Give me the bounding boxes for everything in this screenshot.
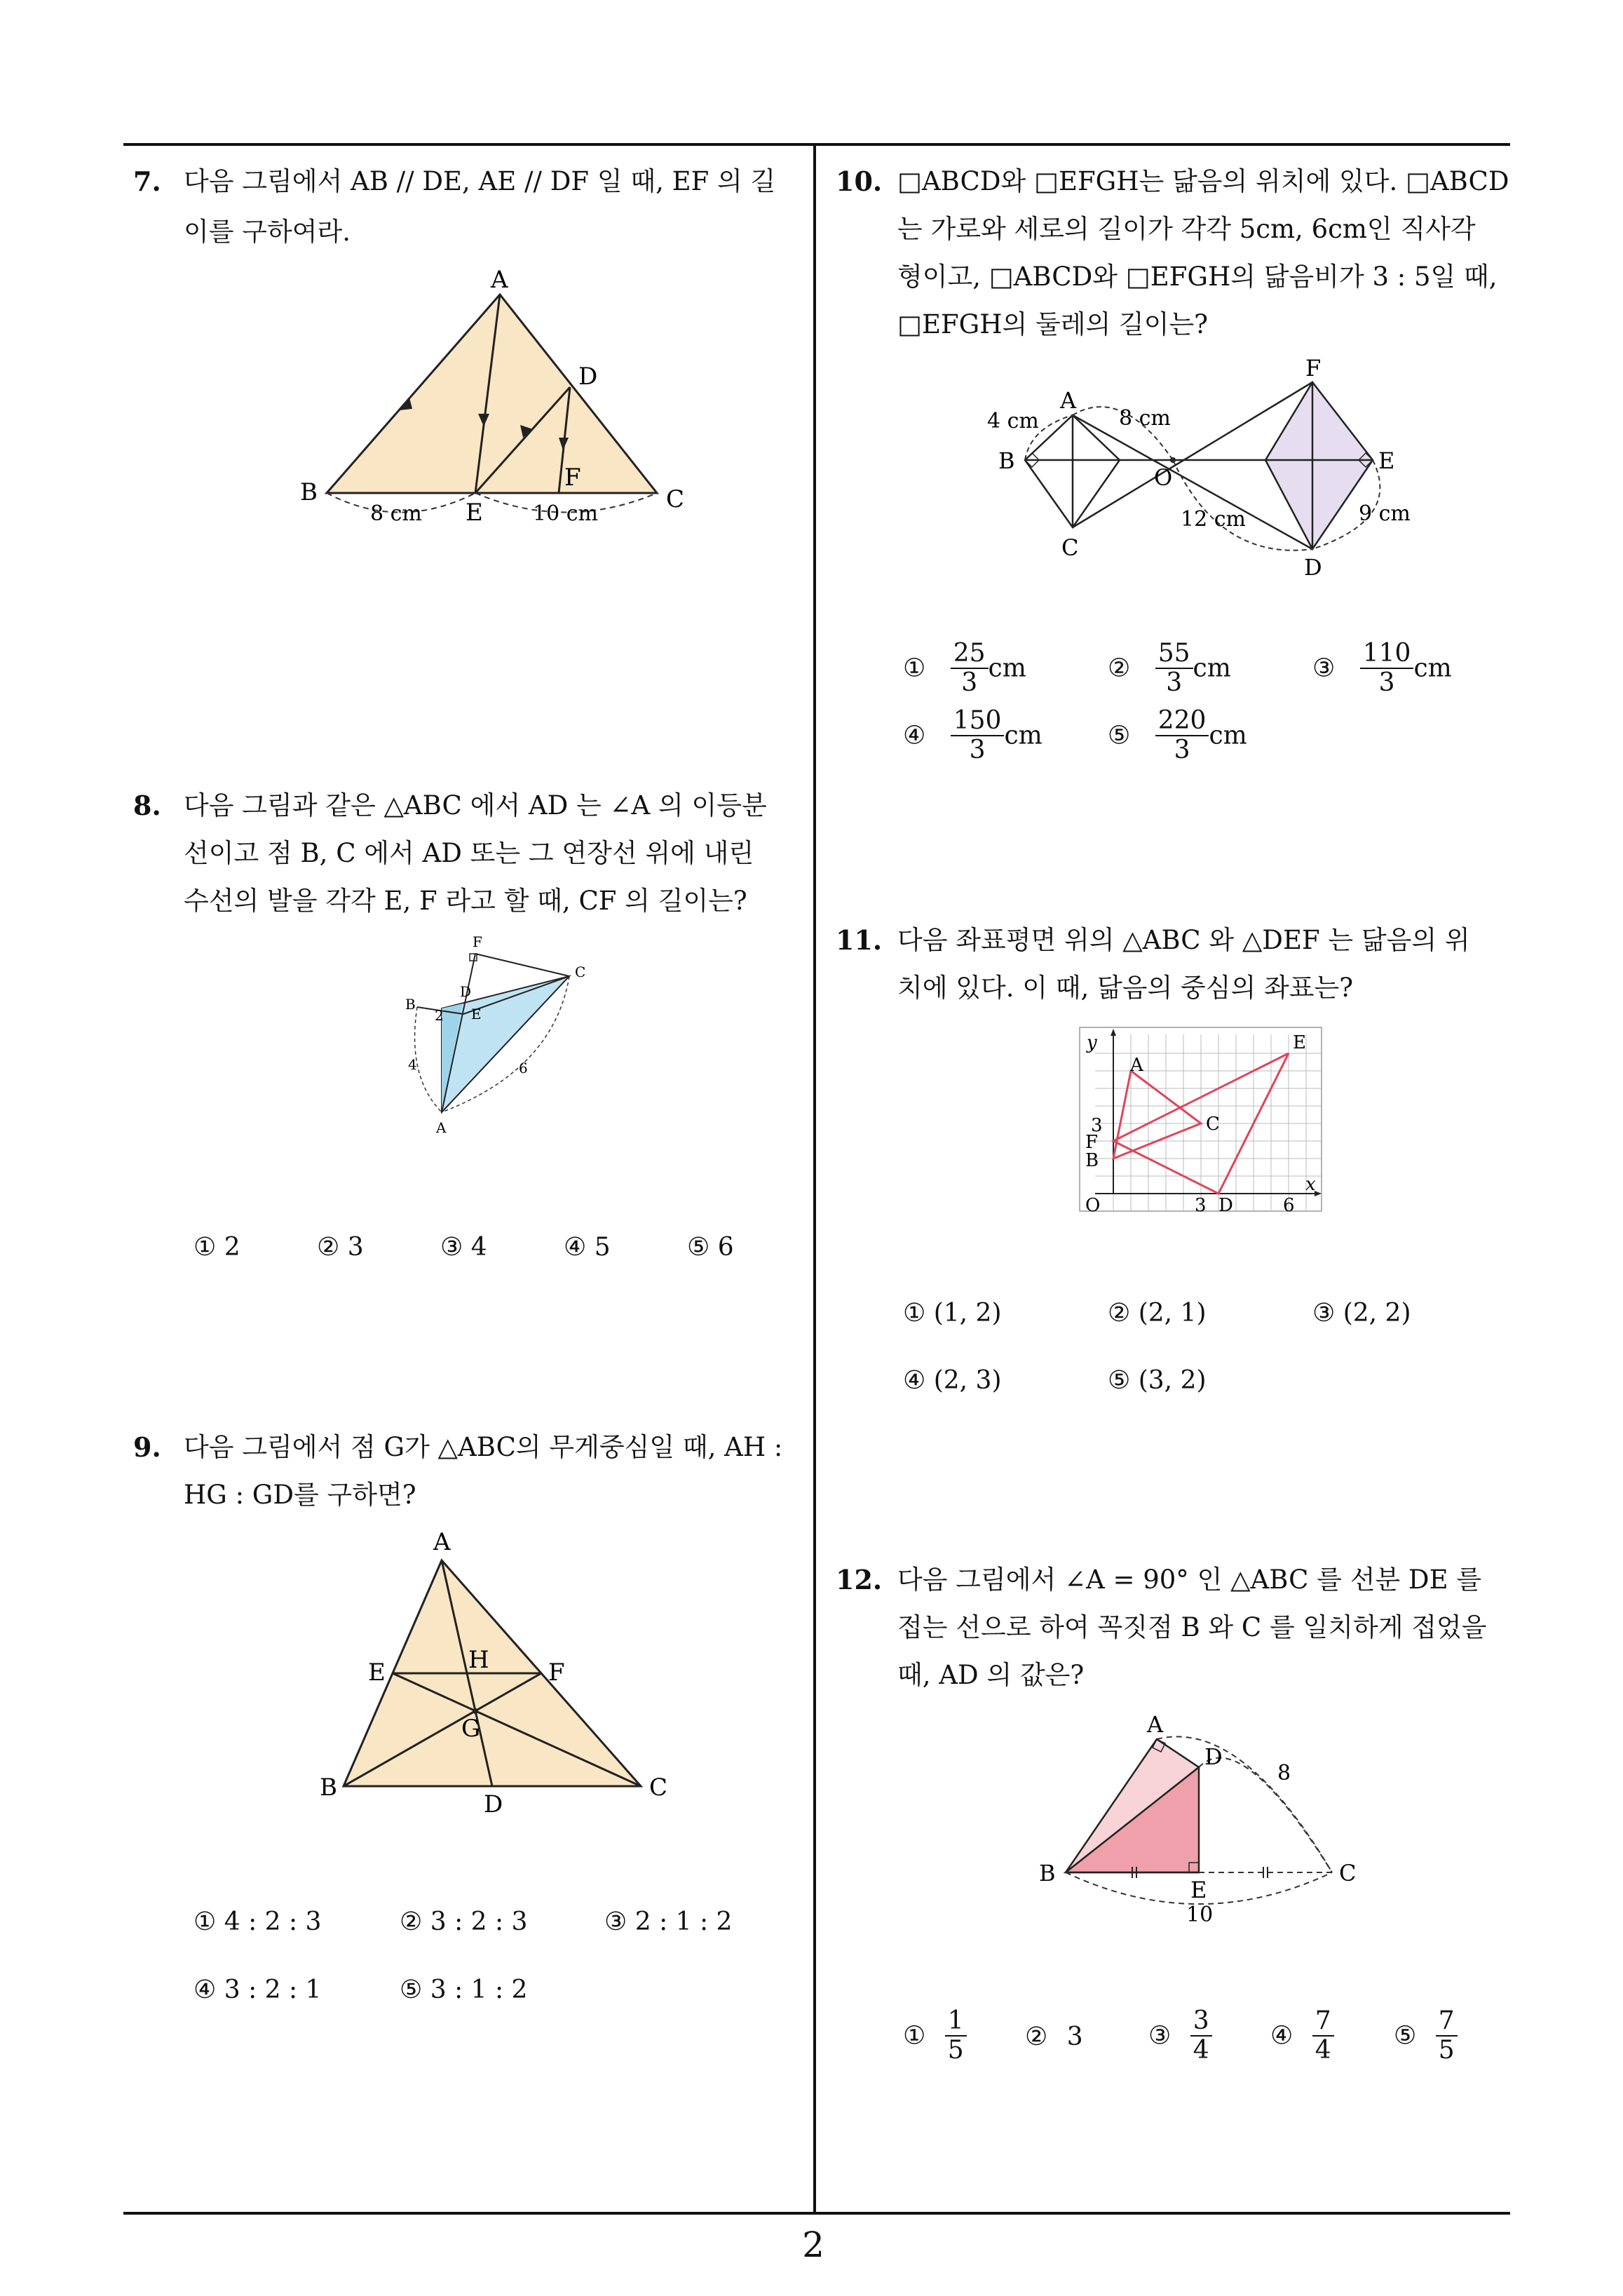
label-F: F bbox=[1085, 1132, 1099, 1153]
label-E: E bbox=[1378, 447, 1395, 474]
label-E: E bbox=[368, 1659, 386, 1687]
figure-q9-triangle bbox=[315, 1529, 694, 1823]
denominator: 5 bbox=[947, 2036, 964, 2065]
choice-5[interactable]: ⑤ 3 : 1 : 2 bbox=[400, 1976, 528, 2004]
choice-mark: ⑤ bbox=[1394, 2021, 1417, 2051]
choice-mark: ① bbox=[903, 654, 926, 683]
choice-2[interactable] bbox=[1025, 2022, 1083, 2051]
label-D: D bbox=[1218, 1195, 1233, 1216]
denominator: 3 bbox=[969, 736, 986, 764]
question-text-line-2: 선이고 점 B, C 에서 AD 또는 그 연장선 위에 내린 bbox=[184, 838, 754, 868]
choice-1[interactable] bbox=[903, 2007, 967, 2065]
choice-mark: ④ bbox=[1270, 2021, 1293, 2051]
question-text-line-1: 다음 좌표평면 위의 △ABC 와 △DEF 는 닮음의 위 bbox=[897, 925, 1470, 955]
choice-mark: ② bbox=[1108, 654, 1131, 683]
choice-4[interactable]: ④ 5 bbox=[564, 1233, 611, 1262]
choice-mark: ① bbox=[903, 2021, 926, 2051]
fraction bbox=[945, 2007, 967, 2065]
choice-1[interactable]: ① 2 bbox=[193, 1233, 240, 1262]
choice-mark: ② bbox=[1025, 2022, 1048, 2051]
length-BE: 2 bbox=[435, 1007, 444, 1024]
label-B: B bbox=[1085, 1150, 1099, 1171]
label-B: B bbox=[405, 996, 416, 1013]
axis-y-label: y bbox=[1087, 1032, 1097, 1053]
axis-x-label: x bbox=[1305, 1174, 1316, 1195]
denominator: 3 bbox=[1378, 668, 1395, 697]
numerator: 7 bbox=[1312, 2007, 1334, 2037]
question-number: 10. bbox=[836, 166, 883, 197]
label-C: C bbox=[1206, 1114, 1220, 1135]
choice-4[interactable]: ④ (2, 3) bbox=[903, 1366, 1002, 1395]
figure-q7-triangle bbox=[294, 266, 701, 547]
question-text-line-2: 치에 있다. 이 때, 닮음의 중심의 좌표는? bbox=[897, 973, 1354, 1003]
fraction bbox=[951, 707, 1005, 764]
label-D: D bbox=[484, 1790, 503, 1818]
numerator: 25 bbox=[951, 640, 989, 669]
label-E: E bbox=[471, 1006, 482, 1022]
question-number: 11. bbox=[836, 924, 883, 956]
figure-q12-folded-triangle bbox=[1031, 1704, 1381, 1929]
length-BE: 8 cm bbox=[370, 501, 422, 526]
fraction bbox=[1436, 2007, 1458, 2065]
fraction bbox=[1360, 640, 1414, 697]
length-EC: 10 cm bbox=[533, 501, 598, 526]
choice-mark: ③ bbox=[1312, 654, 1336, 683]
denominator: 3 bbox=[1166, 668, 1183, 697]
label-E: E bbox=[466, 499, 483, 527]
label-A: A bbox=[433, 1528, 451, 1556]
label-F: F bbox=[473, 933, 482, 950]
choice-1[interactable]: ① 4 : 2 : 3 bbox=[193, 1907, 322, 1936]
label-C: C bbox=[649, 1774, 668, 1802]
choice-4[interactable] bbox=[1270, 2007, 1334, 2065]
choice-3[interactable]: ③ 4 bbox=[440, 1233, 487, 1262]
denominator: 4 bbox=[1193, 2036, 1209, 2065]
fraction bbox=[1190, 2007, 1212, 2065]
label-B: B bbox=[998, 447, 1015, 474]
choice-value: 3 bbox=[1066, 2022, 1083, 2051]
figure-q10-rectangles bbox=[982, 355, 1437, 582]
unit: cm bbox=[1209, 721, 1247, 750]
label-E: E bbox=[1293, 1032, 1306, 1053]
top-rule bbox=[123, 143, 1510, 146]
unit: cm bbox=[988, 654, 1026, 683]
unit: cm bbox=[1413, 654, 1452, 683]
fraction bbox=[1155, 707, 1209, 764]
question-number: 8. bbox=[133, 790, 161, 821]
question-text-line-1: □ABCD와 □EFGH는 닮음의 위치에 있다. □ABCD bbox=[897, 166, 1509, 196]
question-text-line-3: 수선의 발을 각각 E, F 라고 할 때, CF 의 길이는? bbox=[184, 886, 747, 916]
fraction bbox=[951, 640, 989, 697]
numerator: 55 bbox=[1155, 640, 1193, 669]
length-4cm: 4 cm bbox=[987, 409, 1039, 433]
choice-4[interactable] bbox=[903, 707, 1043, 764]
label-F: F bbox=[1305, 355, 1322, 381]
label-F: F bbox=[548, 1659, 565, 1687]
label-O: O bbox=[1085, 1195, 1101, 1216]
question-text-line-4: □EFGH의 둘레의 길이는? bbox=[897, 309, 1209, 339]
tick-x-6: 6 bbox=[1283, 1195, 1295, 1216]
question-text-line-1: 다음 그림에서 AB // DE, AE // DF 일 때, EF 의 길 bbox=[184, 166, 776, 196]
tick-y-3: 3 bbox=[1091, 1115, 1103, 1136]
length-9cm: 9 cm bbox=[1359, 501, 1411, 526]
choice-1[interactable]: ① (1, 2) bbox=[903, 1299, 1002, 1328]
label-D: D bbox=[1304, 554, 1322, 581]
numerator: 150 bbox=[951, 707, 1005, 736]
label-F: F bbox=[564, 464, 581, 492]
length-12cm: 12 cm bbox=[1181, 507, 1246, 532]
label-B: B bbox=[300, 478, 318, 506]
choice-mark: ④ bbox=[903, 721, 926, 750]
fraction bbox=[1312, 2007, 1334, 2065]
label-E: E bbox=[1190, 1877, 1207, 1903]
numerator: 220 bbox=[1155, 707, 1209, 736]
length-8cm: 8 cm bbox=[1119, 406, 1171, 431]
label-C: C bbox=[575, 964, 586, 980]
choice-3[interactable]: ③ 2 : 1 : 2 bbox=[604, 1907, 733, 1936]
label-C: C bbox=[1339, 1860, 1357, 1886]
denominator: 3 bbox=[961, 668, 978, 697]
choice-3[interactable] bbox=[1148, 2007, 1212, 2065]
question-text-line-1: 다음 그림에서 ∠A = 90° 인 △ABC 를 선분 DE 를 bbox=[897, 1565, 1482, 1595]
numerator: 7 bbox=[1436, 2007, 1458, 2037]
question-text-line-3: 때, AD 의 값은? bbox=[897, 1660, 1085, 1690]
question-text-line-2: 이를 구하여라. bbox=[184, 217, 351, 247]
question-number: 7. bbox=[133, 166, 161, 197]
choice-5[interactable]: ⑤ (3, 2) bbox=[1108, 1366, 1207, 1395]
length-AC: 6 bbox=[519, 1060, 528, 1076]
denominator: 5 bbox=[1438, 2036, 1455, 2065]
label-A: A bbox=[491, 266, 508, 294]
label-D: D bbox=[578, 363, 598, 391]
bottom-rule bbox=[123, 2212, 1510, 2215]
label-D: D bbox=[460, 983, 472, 1000]
question-text-line-2: 접는 선으로 하여 꼭짓점 B 와 C 를 일치하게 접었을 bbox=[897, 1612, 1487, 1642]
label-B: B bbox=[320, 1774, 337, 1802]
question-text-line-1: 다음 그림에서 점 G가 △ABC의 무게중심일 때, AH : bbox=[184, 1432, 783, 1462]
choice-2[interactable] bbox=[1108, 640, 1231, 697]
choice-1[interactable] bbox=[903, 640, 1026, 697]
choice-5[interactable]: ⑤ 6 bbox=[687, 1233, 734, 1262]
label-A: A bbox=[436, 1119, 447, 1136]
choice-5[interactable] bbox=[1394, 2007, 1458, 2065]
numerator: 1 bbox=[945, 2007, 967, 2037]
label-A: A bbox=[1147, 1711, 1164, 1738]
choice-5[interactable] bbox=[1108, 707, 1247, 764]
choice-3[interactable]: ③ (2, 2) bbox=[1312, 1299, 1411, 1328]
denominator: 4 bbox=[1315, 2036, 1331, 2065]
fraction bbox=[1155, 640, 1193, 697]
choice-3[interactable] bbox=[1312, 640, 1452, 697]
unit: cm bbox=[1004, 721, 1043, 750]
length-8: 8 bbox=[1277, 1761, 1291, 1785]
denominator: 3 bbox=[1174, 736, 1190, 764]
label-A: A bbox=[1130, 1055, 1143, 1076]
figure-q11-coordinate-plane bbox=[1080, 1027, 1325, 1216]
length-AB: 4 bbox=[408, 1056, 417, 1073]
unit: cm bbox=[1193, 654, 1231, 683]
page-number: 2 bbox=[802, 2224, 824, 2265]
question-text-line-3: 형이고, □ABCD와 □EFGH의 닮음비가 3 : 5일 때, bbox=[897, 262, 1498, 292]
choice-2[interactable]: ② 3 : 2 : 3 bbox=[400, 1907, 528, 1936]
choice-2[interactable]: ② (2, 1) bbox=[1108, 1299, 1207, 1328]
label-C: C bbox=[1061, 534, 1079, 561]
label-G: G bbox=[461, 1715, 481, 1743]
question-text-line-1: 다음 그림과 같은 △ABC 에서 AD 는 ∠A 의 이등분 bbox=[184, 790, 767, 821]
length-10: 10 bbox=[1186, 1903, 1214, 1927]
choice-4[interactable]: ④ 3 : 2 : 1 bbox=[193, 1976, 322, 2004]
label-O: O bbox=[1154, 464, 1173, 491]
label-A: A bbox=[1060, 387, 1077, 414]
question-text-line-2: HG : GD를 구하면? bbox=[184, 1480, 416, 1510]
question-text-line-2: 는 가로와 세로의 길이가 각각 5cm, 6cm인 직사각 bbox=[897, 214, 1476, 244]
label-B: B bbox=[1039, 1860, 1056, 1886]
question-number: 12. bbox=[836, 1564, 883, 1595]
choice-2[interactable]: ② 3 bbox=[317, 1233, 364, 1262]
tick-x-3: 3 bbox=[1195, 1195, 1207, 1216]
column-divider bbox=[813, 143, 816, 2212]
numerator: 110 bbox=[1360, 640, 1414, 669]
choice-mark: ⑤ bbox=[1108, 721, 1131, 750]
label-H: H bbox=[468, 1646, 489, 1674]
numerator: 3 bbox=[1190, 2007, 1212, 2037]
question-number: 9. bbox=[133, 1431, 161, 1463]
choice-mark: ③ bbox=[1148, 2021, 1172, 2051]
figure-q8-triangle bbox=[386, 933, 610, 1147]
label-D: D bbox=[1204, 1743, 1223, 1770]
label-C: C bbox=[666, 485, 685, 513]
